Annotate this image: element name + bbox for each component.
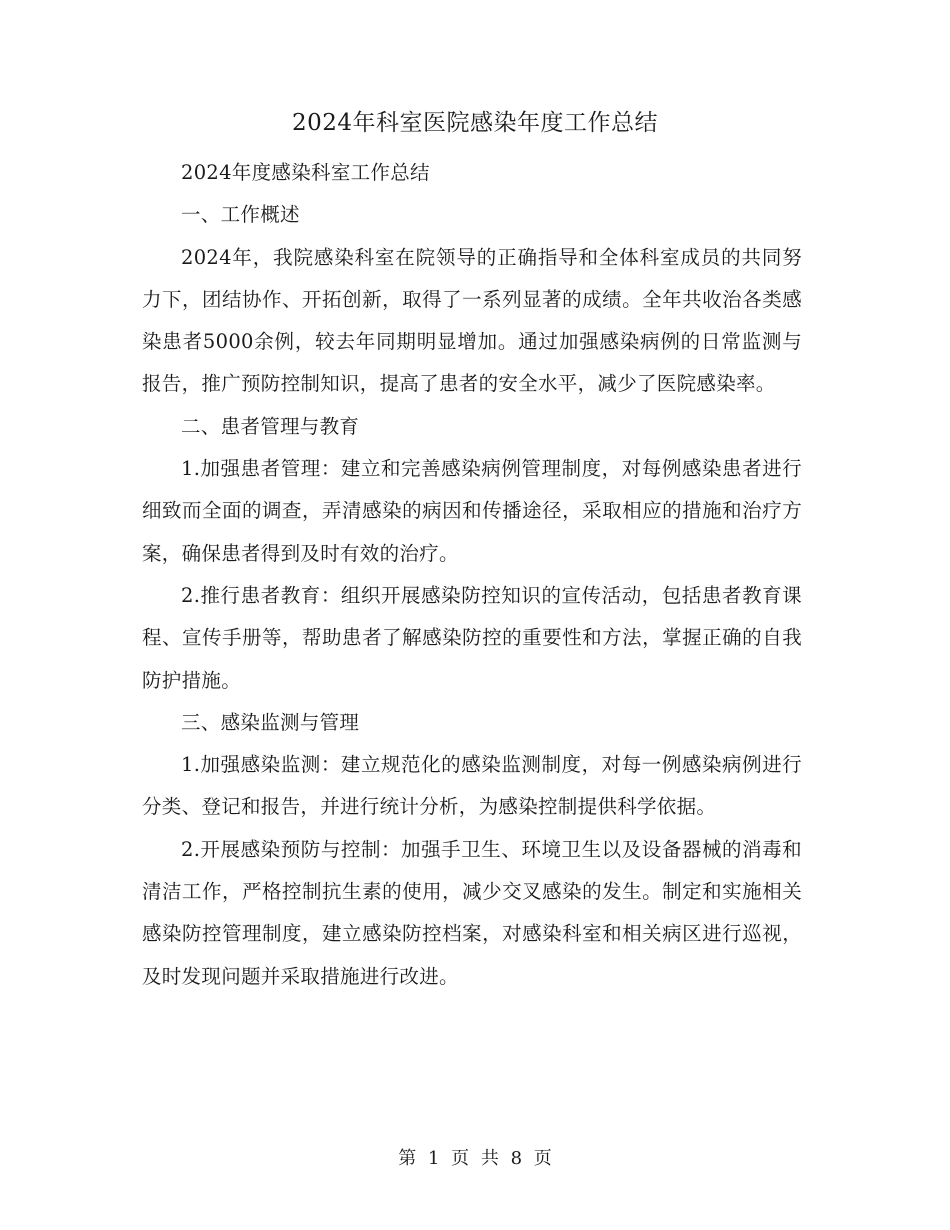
paragraph-infection-monitoring: 1.加强感染监测：建立规范化的感染监测制度，对每一例感染病例进行分类、登记和报告，并进行统计分析，为感染控制提供科学依据。: [142, 753, 802, 819]
section-heading-summary: 2024年度感染科室工作总结: [181, 161, 430, 184]
document-title: 2024年科室医院感染年度工作总结: [291, 110, 659, 136]
paragraph-patient-management: 1.加强患者管理：建立和完善感染病例管理制度，对每例感染患者进行细致而全面的调查，弄清感染的病因和传播途径，采取相应的措施和治疗方案，确保患者得到及时有效的治疗。: [142, 457, 802, 565]
page-number: 第 1 页 共 8 页: [398, 1148, 552, 1169]
section-heading-patient-management: 二、患者管理与教育: [181, 414, 360, 438]
section-heading-overview: 一、工作概述: [181, 203, 300, 227]
paragraph-overview: 2024年，我院感染科室在院领导的正确指导和全体科室成员的共同努力下，团结协作、开拓创新，取得了一系列显著的成绩。全年共收治各类感染患者5000余例，较去年同期明显增加。通过加强感染病例的日常监测与报告，推广预防控制知识，提高了患者的安全水平，减少了医院感染率。: [142, 245, 802, 396]
paragraph-infection-prevention: 2.开展感染预防与控制：加强手卫生、环境卫生以及设备器械的消毒和清洁工作，严格控制抗生素的使用，减少交叉感染的发生。制定和实施相关感染防控管理制度，建立感染防控档案，对感染科室和相关病区进行巡视，及时发现问题并采取措施进行改进。: [142, 837, 802, 988]
document-body: [142, 152, 802, 998]
paragraph-patient-education: 2.推行患者教育：组织开展感染防控知识的宣传活动，包括患者教育课程、宣传手册等，帮助患者了解感染防控的重要性和方法，掌握正确的自我防护措施。: [142, 583, 802, 692]
section-heading-infection-monitoring: 三、感染监测与管理: [181, 710, 360, 734]
page-footer: [0, 1145, 950, 1173]
